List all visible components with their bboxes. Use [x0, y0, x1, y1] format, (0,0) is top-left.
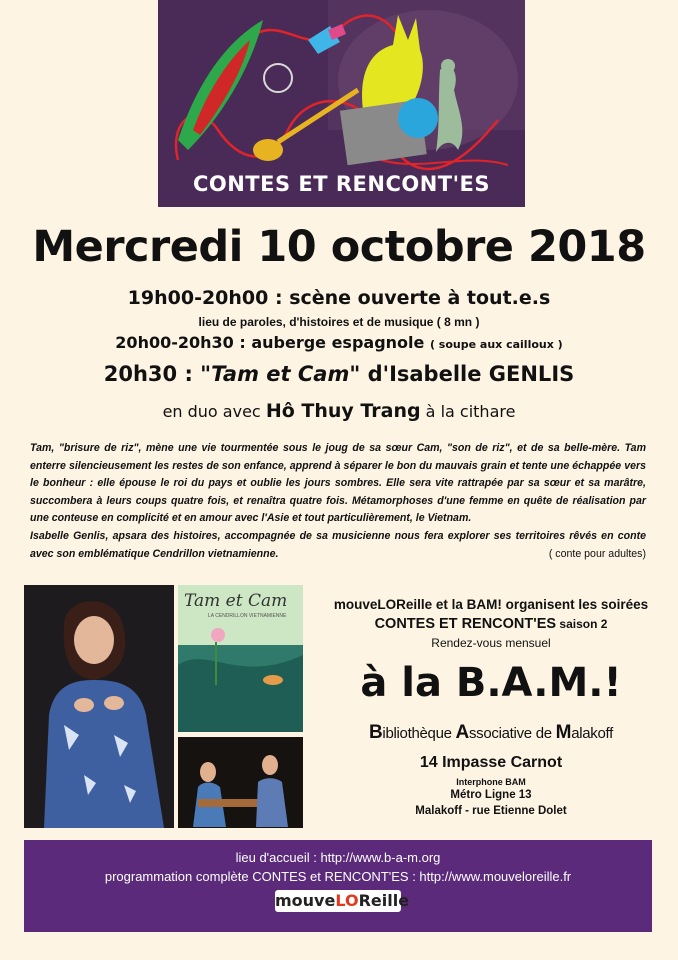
footer-program-link[interactable]: programmation complète CONTES et RENCONT'ES : http://www.mouveloreille.fr — [104, 869, 572, 884]
organizers-intro: mouveLOReille et la BAM! organisent les soirées — [333, 597, 649, 612]
banner-title: CONTES ET RENCONT'ES — [192, 172, 491, 196]
program-line-show — [0, 362, 678, 386]
program-line-potluck — [0, 333, 678, 352]
book-cover-subtitle: LA CENDRILLON VIETNAMIENNE — [208, 613, 287, 619]
venue-name-part-2: ssociative de — [468, 725, 556, 742]
program-line-open-stage-detail: lieu de paroles, d'histoires et de musique ( 8 mn ) — [198, 315, 480, 329]
venue-headline: à la B.A.M.! — [360, 660, 622, 706]
venue-city: Malakoff - rue Etienne Dolet — [415, 805, 567, 817]
audience-note: ( conte pour adultes) — [548, 547, 646, 560]
duo-stage-photo — [178, 737, 303, 828]
banner-image — [158, 0, 525, 207]
monthly-meeting: Rendez-vous mensuel — [431, 636, 551, 650]
venue-initial-b: B — [368, 722, 383, 743]
footer-venue-link[interactable]: lieu d'accueil : http://www.b-a-m.org — [235, 850, 441, 865]
book-cover-image — [178, 585, 303, 732]
logo-part-3: Reille — [358, 891, 410, 910]
description-paragraph-2-text: Isabelle Genlis, apsara des histoires, accompagnée de sa musicienne nous fera explorer ses territoires rêvés en conte avec son emblématique Cendrillon vietnamienne. — [30, 529, 646, 560]
potluck-label: 20h00-20h30 : auberge espagnole — [115, 333, 425, 352]
program-line-duo — [0, 400, 678, 422]
logo-part-2: LO — [335, 891, 359, 910]
venue-initial-a: A — [455, 722, 469, 743]
venue-interphone: Interphone BAM — [456, 777, 526, 787]
series-season: saison 2 — [556, 617, 608, 631]
book-cover-title: Tam et Cam — [184, 591, 288, 611]
storyteller-photo — [24, 585, 174, 828]
potluck-note: ( soupe aux cailloux ) — [429, 338, 563, 351]
duo-suffix: à la cithare — [420, 402, 516, 421]
description-paragraph-1: Tam, "brisure de riz", mène une vie tourmentée sous le joug de sa sœur Cam, "son de riz", et de sa belle-mère. Tam enterre silencieusement les restes de son enfance, apprend à séparer le bon du mauvais grain et tente une échappée vers le bonheur : elle épouse le roi du pays et oublie les jours sombres. Elle sera vite rattrapée par sa sœur et sa marâtre, succombera à leurs coups quatre fois, et renaîtra quatre fois. Métamorphoses d'une femme en quête de réalisation par une conteuse en complicité et en amour avec l'Asie et tout particulièrement, le Vietnam. — [30, 442, 646, 525]
footer-bar — [24, 840, 652, 932]
venue-name-part-1: ibliothèque — [382, 725, 456, 742]
description-paragraph-2 — [30, 528, 646, 563]
logo-part-1: mouve — [275, 891, 336, 910]
program-line-open-stage: 19h00-20h00 : scène ouverte à tout.e.s — [127, 287, 551, 309]
series-name — [312, 616, 670, 632]
series-title: CONTES ET RENCONT'ES — [374, 616, 557, 632]
venue-initial-m: M — [555, 722, 572, 743]
show-author: d'Isabelle GENLIS — [360, 362, 575, 386]
venue-address: 14 Impasse Carnot — [419, 754, 563, 771]
show-title: "Tam et Cam" — [200, 362, 361, 386]
venue-name-part-3: alakoff — [571, 725, 614, 742]
show-description — [30, 440, 646, 563]
mouveloreille-logo — [275, 890, 410, 912]
musician-name: Hô Thuy Trang — [265, 400, 421, 422]
venue-full-name — [312, 722, 670, 744]
event-date: Mercredi 10 octobre 2018 — [32, 222, 646, 272]
show-time: 20h30 : — [103, 362, 201, 386]
venue-metro: Métro Ligne 13 — [450, 789, 532, 801]
duo-prefix: en duo avec — [162, 402, 266, 421]
